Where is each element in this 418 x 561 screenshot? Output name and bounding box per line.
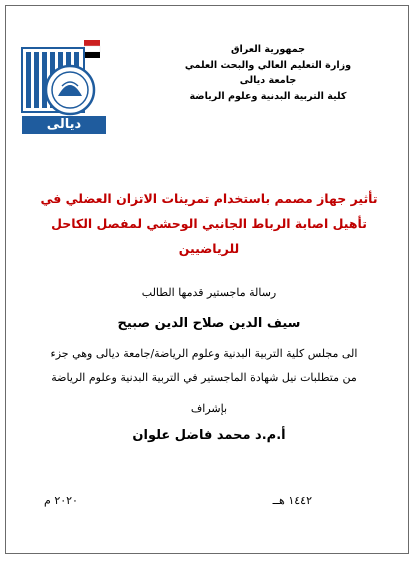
statement-line-1: الى مجلس كلية التربية البدنية وعلوم الرياضة/جامعة ديالى وهي جزء (50, 347, 358, 360)
title-line-2: تأهيل اصابة الرباط الجانبي الوحشي لمفصل الكاحل (51, 216, 367, 231)
university-line: جامعة ديالى (239, 75, 297, 86)
hijri-date: ١٤٤٢ هــ (272, 494, 312, 507)
institution-header (158, 42, 378, 104)
student-name: سيف الدين صلاح الدين صبيح (117, 316, 301, 331)
college-line: كلية التربية البدنية وعلوم الرياضة (189, 90, 347, 102)
supervisor-name: أ.م.د محمد فاضل علوان (132, 428, 286, 443)
title-line-3: للرياضيين (178, 241, 240, 256)
statement-line-2: من متطلبات نيل شهادة الماجستير في التربية البدنية وعلوم الرياضة (51, 371, 357, 384)
title-line-1: تأثير جهاز مصمم باستخدام تمرينات الاتزان العضلي في (40, 191, 378, 206)
thesis-title (20, 186, 398, 261)
logo-caption: ديالى (46, 117, 82, 132)
country-line: جمهورية العراق (230, 44, 306, 55)
supervision-label: بإشراف (190, 402, 228, 415)
submitted-by-label: رسالة ماجستير قدمها الطالب (141, 286, 277, 299)
ministry-line: وزارة التعليم العالي والبحث العلمي (184, 59, 352, 71)
university-logo (18, 38, 110, 138)
submission-statement (20, 342, 388, 390)
gregorian-date: ٢٠٢٠ م (44, 494, 78, 507)
